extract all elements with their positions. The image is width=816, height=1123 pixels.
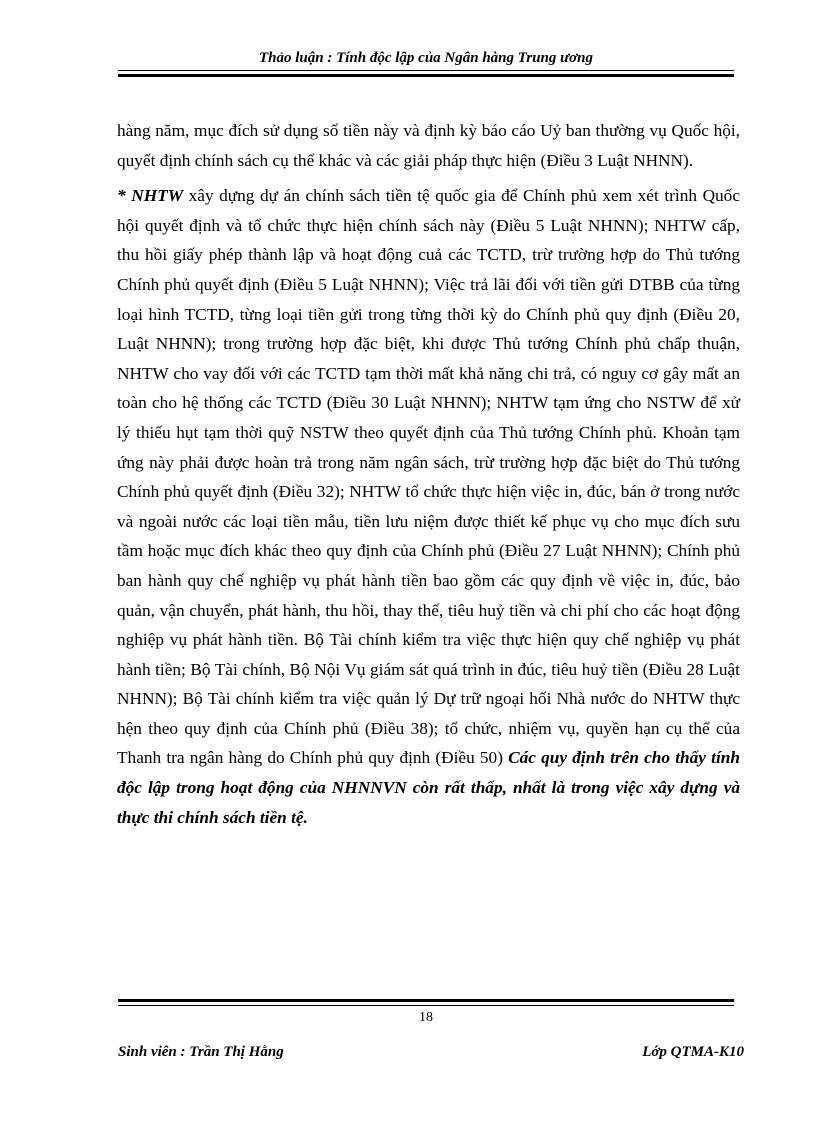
paragraph-2-conclusion: Các quy định trên cho thấy tính độc lập trong hoạt động của NHNNVN còn rất thấp, nhất là trong việc xây dựng và thực thi chính sách tiền tệ. (117, 748, 740, 827)
page-number: 18 (419, 1010, 433, 1025)
header-rule-thick (118, 74, 734, 77)
paragraph-2 (117, 181, 740, 832)
header-rule-thin (118, 70, 734, 71)
page-header-title: Thảo luận : Tính độc lập của Ngân hàng Trung ương (258, 50, 594, 66)
footer-rule-thin (118, 1005, 734, 1006)
footer-class-label: Lớp QTMA-K10 (642, 1044, 744, 1060)
paragraph-1: hàng năm, mục đích sử dụng số tiền này và định kỳ báo cáo Uỷ ban thường vụ Quốc hội, quyết định chính sách cụ thể khác và các giải pháp thực hiện (Điều 3 Luật NHNN). (117, 121, 740, 170)
paragraph-2-text: xây dựng dự án chính sách tiền tệ quốc gia để Chính phủ xem xét trình Quốc hội quyết định và tổ chức thực hiện chính sách này (Điều 5 Luật NHNN); NHTW cấp, thu hồi giấy phép thành lập và hoạt động cuả các TCTD, trừ trường hợp do Thủ tướng Chính phủ quyết định (Điều 5 Luật NHNN); Việc trả lãi đối với tiền gửi DTBB của từng loại hình TCTD, từng loại tiền gửi trong từng thời kỳ do Chính phủ quy định (Điều 20, Luật NHNN); trong trường hợp đặc biệt, khi được Thủ tướng Chính phủ chấp thuận, NHTW cho vay đối với các TCTD tạm thời mất khả năng chi trả, có nguy cơ gây mất an toàn cho hệ thống các TCTD (Điều 30 Luật NHNN); NHTW tạm ứng cho NSTW để xử lý thiếu hụt tạm thời quỹ NSTW theo quyết định của Thủ tướng Chính phủ. Khoản tạm ứng này phải được hoàn trả trong năm ngân sách, trừ trường hợp đặc biệt do Thủ tướng Chính phủ quyết định (Điều 32); NHTW tổ chức thực hiện việc in, đúc, bán ở trong nước và ngoài nước các loại tiền mẫu, tiền lưu niệm được thiết kế phục vụ cho mục đích sưu tầm hoặc mục đích khác theo quy định của Chính phủ (Điều 27 Luật NHNN); Chính phủ ban hành quy chế nghiệp vụ phát hành tiền bao gồm các quy định về việc in, đúc, bảo quản, vận chuyển, phát hành, thu hồi, thay thế, tiêu huỷ tiền và chi phí cho các hoạt động nghiệp vụ phát hành tiền. Bộ Tài chính kiểm tra việc thực hiện quy chế nghiệp vụ phát hành tiền; Bộ Tài chính, Bộ Nội Vụ giám sát quá trình in đúc, tiêu huỷ tiền (Điều 28 Luật NHNN); Bộ Tài chính kiểm tra việc quản lý Dự trữ ngoại hối Nhà nước do NHTW thực hện theo quy định của Chính phủ (Điều 38); tổ chức, nhiệm vụ, quyền hạn cụ thể của Thanh tra ngân hàng do Chính phủ quy định (Điều 50) (117, 186, 740, 768)
footer-student-name: Sinh viên : Trần Thị Hằng (118, 1044, 284, 1060)
footer-rule-thick (118, 999, 734, 1002)
body-text (117, 116, 740, 832)
paragraph-2-lead: * NHTW (117, 186, 184, 206)
